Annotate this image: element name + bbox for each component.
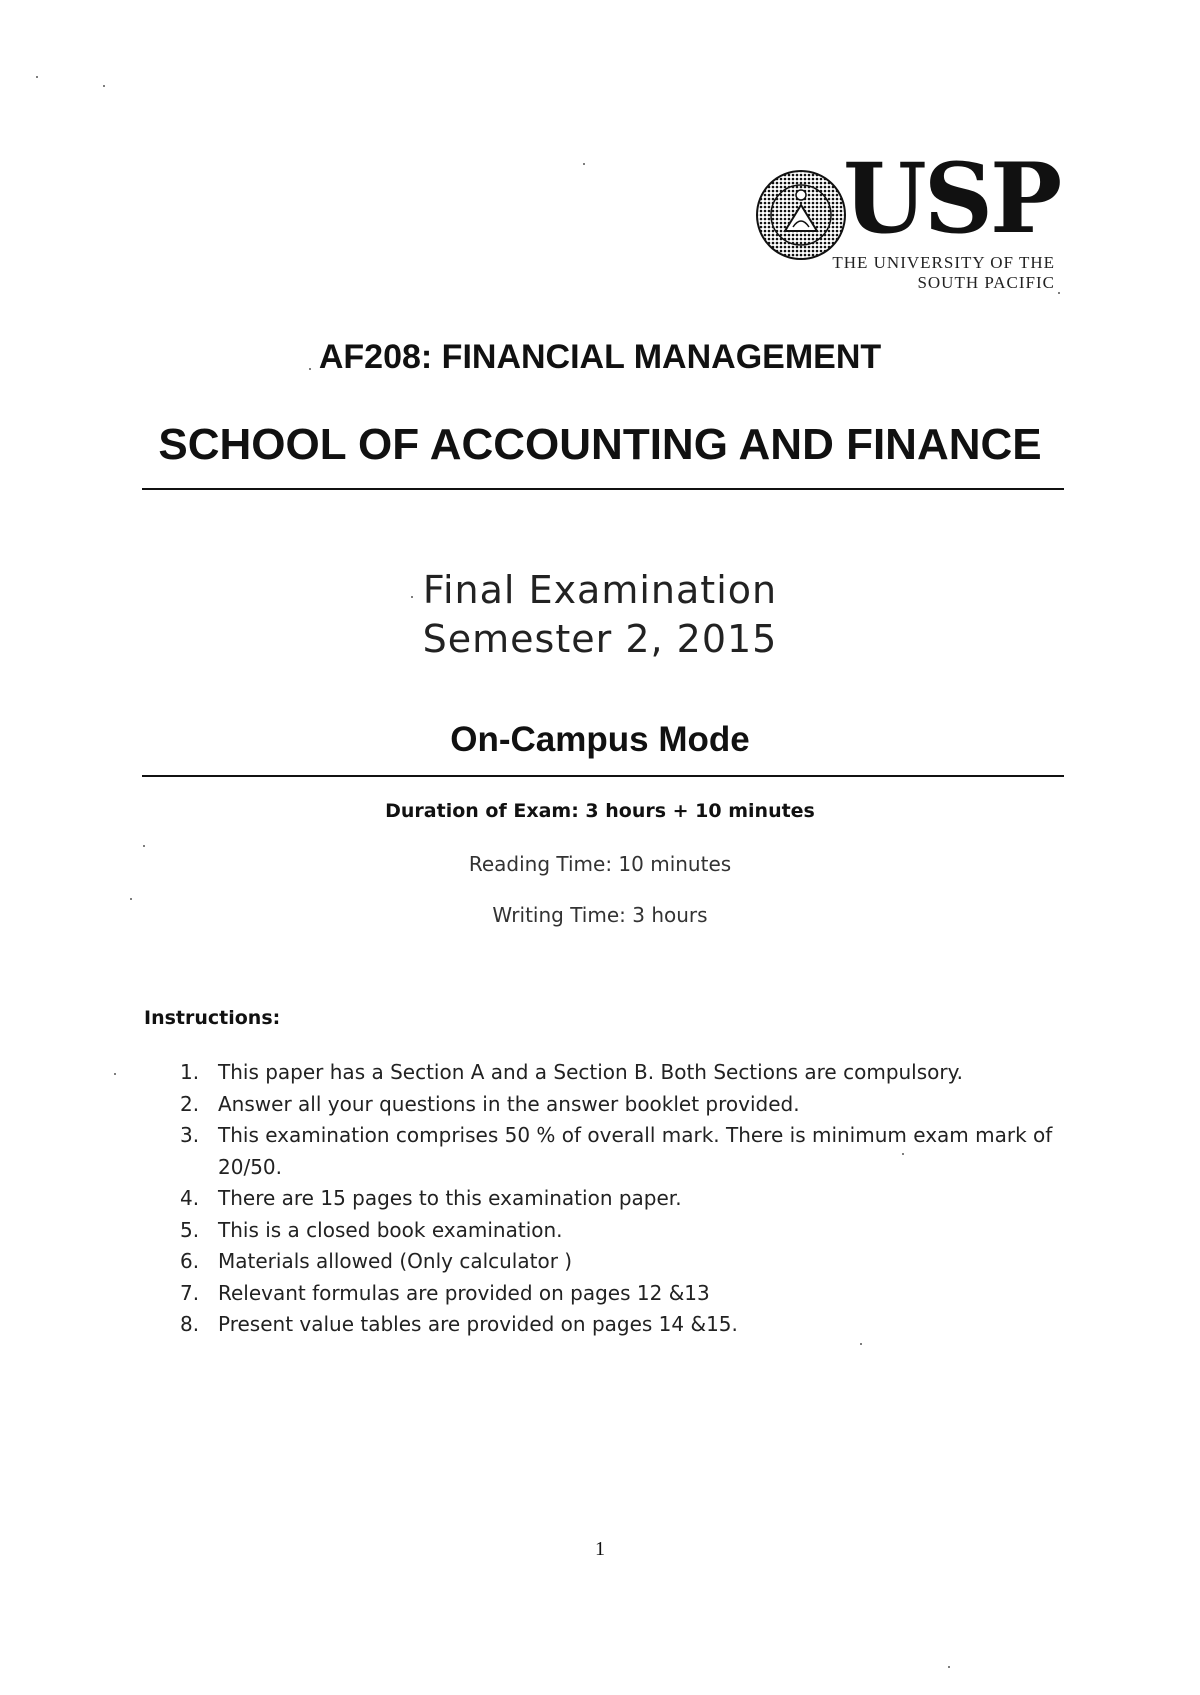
scan-speck (583, 163, 585, 165)
reading-time: Reading Time: 10 minutes (468, 852, 732, 876)
scan-speck (114, 1073, 116, 1075)
instruction-number: 4. (180, 1186, 200, 1210)
scan-speck (103, 85, 105, 87)
instruction-item (180, 1057, 1060, 1089)
scan-speck (143, 845, 145, 847)
divider (142, 775, 1064, 777)
writing-time: Writing Time: 3 hours (492, 903, 708, 927)
instruction-item (180, 1246, 1060, 1278)
university-name: THE UNIVERSITY OF THE SOUTH PACIFIC (832, 253, 1055, 292)
scan-speck (130, 898, 132, 900)
instruction-text: This examination comprises 50 % of overall mark. There is minimum exam mark of 20/50. (218, 1123, 1053, 1179)
instruction-item (180, 1278, 1060, 1310)
exam-semester: Semester 2, 2015 (422, 617, 778, 661)
instruction-item (180, 1120, 1060, 1183)
school-title: SCHOOL OF ACCOUNTING AND FINANCE (158, 420, 1042, 469)
instructions-heading: Instructions: (144, 1007, 281, 1029)
instruction-number: 8. (180, 1312, 200, 1336)
scan-speck (36, 76, 38, 78)
scan-speck (411, 596, 413, 598)
usp-logo (755, 142, 1060, 305)
instruction-number: 2. (180, 1091, 200, 1116)
instruction-number: 7. (180, 1280, 200, 1305)
instruction-text: Answer all your questions in the answer booklet provided. (218, 1091, 800, 1116)
divider (142, 488, 1064, 490)
instruction-text: Materials allowed (Only calculator ) (218, 1249, 573, 1273)
scan-speck (309, 368, 311, 370)
usp-emblem-icon (755, 169, 847, 261)
instruction-number: 5. (180, 1217, 200, 1242)
instruction-text: There are 15 pages to this examination paper. (218, 1186, 682, 1210)
instruction-text: This paper has a Section A and a Section B. Both Sections are compulsory. (218, 1060, 963, 1084)
instruction-text: Relevant formulas are provided on pages 12 &13 (218, 1280, 710, 1305)
exam-mode: On-Campus Mode (450, 720, 750, 759)
instructions-list (180, 1057, 1060, 1341)
instruction-item (180, 1183, 1060, 1215)
instruction-item (180, 1215, 1060, 1247)
instruction-text: This is a closed book examination. (218, 1217, 563, 1242)
course-title: AF208: FINANCIAL MANAGEMENT (318, 338, 882, 376)
exam-title: Final Examination (422, 568, 778, 612)
scan-speck (902, 1153, 904, 1155)
instruction-item (180, 1089, 1060, 1121)
page-number: 1 (595, 1538, 605, 1560)
instruction-number: 3. (180, 1123, 200, 1147)
instruction-number: 1. (180, 1060, 200, 1084)
scan-speck (948, 1666, 950, 1668)
instruction-text: Present value tables are provided on pages 14 &15. (218, 1312, 738, 1336)
scan-speck (860, 1343, 862, 1345)
usp-wordmark: USP (843, 142, 1060, 255)
scan-speck (1058, 292, 1060, 294)
exam-duration: Duration of Exam: 3 hours + 10 minutes (385, 800, 815, 822)
instruction-item (180, 1309, 1060, 1341)
instruction-number: 6. (180, 1249, 200, 1273)
